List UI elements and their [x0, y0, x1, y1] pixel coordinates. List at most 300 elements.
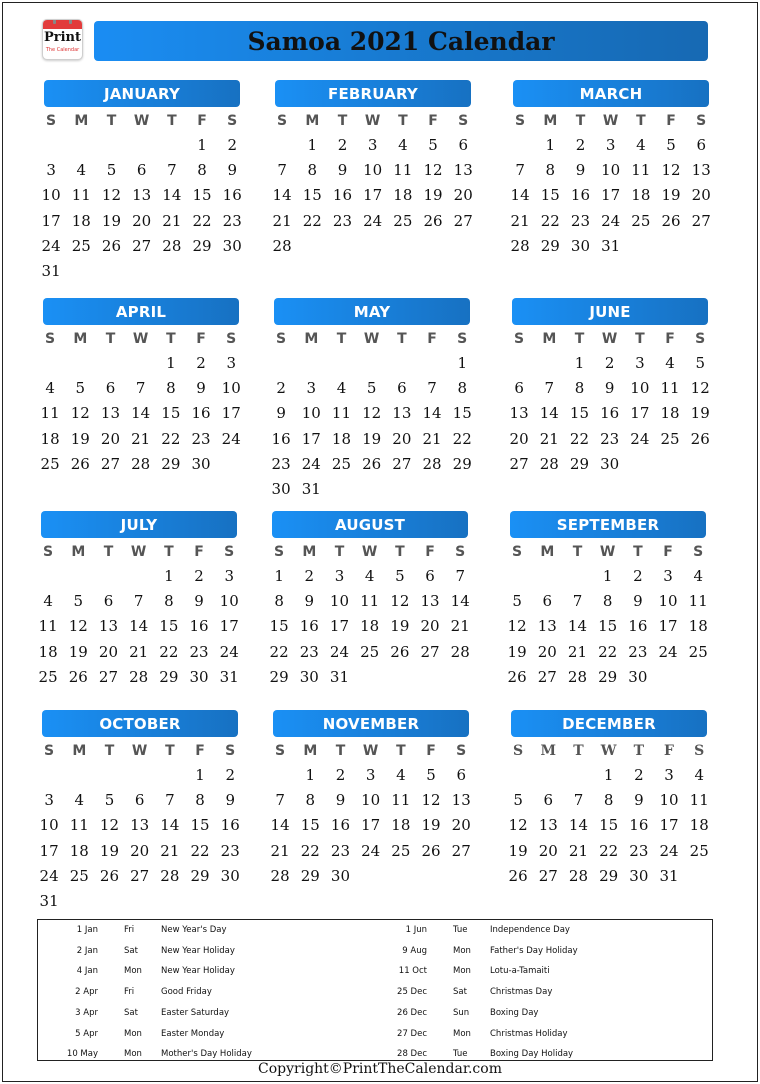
- day-cell: 5: [428, 136, 438, 154]
- day-cell: 17: [361, 816, 381, 835]
- day-cell: 30: [191, 454, 211, 473]
- day-cell: 21: [422, 429, 442, 448]
- day-cell: 24: [630, 429, 650, 448]
- day-cell: 20: [538, 841, 558, 860]
- holiday-date: 27 Dec: [397, 1028, 427, 1039]
- day-cell: 12: [661, 161, 681, 180]
- day-cell: 10: [658, 592, 678, 611]
- weekday-label: S: [276, 331, 287, 347]
- day-cell: 20: [98, 642, 119, 661]
- weekday-label: T: [337, 113, 348, 129]
- weekday-label: S: [274, 544, 285, 560]
- month-grid: [264, 538, 468, 690]
- day-cell: 12: [507, 617, 527, 636]
- holiday-weekday: Mon: [453, 966, 471, 977]
- day-cell: 8: [602, 592, 613, 611]
- weekday-label: M: [71, 544, 86, 560]
- day-cell: 10: [219, 592, 239, 611]
- holiday-weekday: Mon: [124, 1028, 142, 1039]
- day-cell: 26: [99, 866, 120, 885]
- day-cell: 16: [332, 186, 353, 205]
- day-cell: 8: [574, 379, 585, 398]
- holiday-name: Christmas Day: [490, 987, 553, 998]
- day-cell: 24: [39, 866, 59, 885]
- day-cell: 28: [162, 236, 182, 255]
- holiday-weekday: Sat: [124, 945, 138, 956]
- day-cell: 11: [69, 816, 89, 835]
- day-cell: 28: [568, 866, 589, 885]
- day-cell: 28: [539, 454, 559, 473]
- day-cell: 21: [131, 429, 151, 448]
- day-cell: 18: [360, 617, 380, 636]
- holiday-weekday: Fri: [124, 925, 135, 935]
- holiday-weekday: Tue: [453, 1049, 468, 1060]
- day-cell: 17: [221, 404, 241, 423]
- month-grid: [504, 325, 708, 477]
- day-cell: 27: [451, 841, 471, 860]
- day-cell: 13: [130, 816, 150, 835]
- day-cell: 5: [366, 379, 377, 398]
- day-cell: 4: [43, 592, 53, 611]
- day-cell: 24: [659, 841, 679, 860]
- holiday-name: New Year Holiday: [161, 945, 235, 956]
- day-cell: 30: [220, 866, 240, 885]
- day-cell: 18: [688, 617, 708, 636]
- day-cell: 23: [332, 211, 353, 230]
- day-cell: 25: [71, 236, 91, 255]
- month-header: [41, 511, 237, 538]
- day-cell: 1: [197, 136, 207, 154]
- day-cell: 22: [302, 211, 322, 230]
- empty-cell: [562, 564, 592, 589]
- month-name: APRIL: [115, 302, 167, 321]
- day-cell: 9: [196, 379, 206, 398]
- day-cell: 27: [100, 454, 121, 473]
- holiday-name: Mother's Day Holiday: [161, 1049, 252, 1060]
- empty-cell: [124, 564, 154, 589]
- empty-cell: [66, 133, 96, 158]
- empty-cell: [95, 351, 125, 376]
- day-cell: 23: [271, 454, 291, 473]
- day-cell: 20: [392, 429, 412, 448]
- weekday-label: T: [572, 544, 583, 560]
- month-grid: [267, 107, 471, 259]
- day-cell: 9: [634, 791, 644, 810]
- day-cell: 7: [275, 791, 285, 810]
- day-cell: 8: [545, 161, 556, 180]
- day-cell: 1: [602, 567, 613, 585]
- day-cell: 6: [514, 379, 524, 398]
- day-cell: 3: [664, 766, 674, 784]
- day-cell: 4: [665, 354, 675, 372]
- day-cell: 3: [605, 136, 616, 154]
- month-header: [511, 710, 707, 737]
- day-cell: 16: [271, 429, 291, 448]
- day-cell: 2: [276, 379, 286, 398]
- day-cell: 19: [68, 642, 88, 661]
- day-cell: 1: [166, 354, 176, 372]
- day-cell: 3: [334, 567, 345, 585]
- day-cell: 25: [69, 866, 89, 885]
- day-cell: 27: [130, 866, 150, 885]
- empty-cell: [266, 351, 296, 376]
- holiday-row: [393, 1024, 723, 1044]
- weekday-label: S: [694, 743, 705, 759]
- calendar-icon: [43, 20, 82, 29]
- month-name: MARCH: [579, 84, 643, 103]
- day-cell: 19: [390, 617, 410, 636]
- copyright-text: Copyright©PrintTheCalendar.com: [258, 1061, 502, 1077]
- day-cell: 29: [452, 454, 472, 473]
- weekday-label: S: [224, 544, 235, 560]
- weekday-label: F: [426, 743, 436, 759]
- day-cell: 20: [451, 816, 471, 835]
- day-cell: 21: [272, 211, 292, 230]
- day-cell: 6: [542, 592, 553, 611]
- month-name: DECEMBER: [562, 714, 656, 733]
- weekday-label: M: [74, 113, 89, 129]
- day-cell: 7: [165, 791, 175, 810]
- day-cell: 5: [695, 354, 705, 372]
- weekday-label: W: [132, 331, 149, 347]
- holiday-date: 5 Apr: [75, 1028, 98, 1039]
- day-cell: 8: [274, 592, 284, 611]
- empty-cell: [534, 351, 564, 376]
- empty-cell: [265, 763, 295, 788]
- weekday-label: W: [362, 743, 379, 759]
- month-grid: [36, 107, 240, 284]
- month-header: [273, 710, 469, 737]
- day-cell: 4: [74, 791, 85, 810]
- day-cell: 23: [189, 642, 209, 661]
- day-cell: 15: [569, 404, 590, 423]
- month-grid: [34, 737, 238, 914]
- day-cell: 10: [630, 379, 650, 398]
- day-cell: 30: [570, 236, 591, 255]
- holiday-list: [37, 919, 713, 1061]
- day-cell: 3: [663, 567, 673, 585]
- holiday-date: 4 Jan: [76, 966, 98, 977]
- day-cell: 19: [421, 816, 441, 835]
- day-cell: 28: [422, 454, 442, 473]
- weekday-label: T: [396, 743, 406, 759]
- empty-cell: [93, 564, 123, 589]
- holiday-date: 1 Jun: [405, 925, 427, 935]
- day-cell: 21: [450, 617, 470, 636]
- day-cell: 24: [361, 841, 381, 860]
- day-cell: 5: [512, 592, 522, 611]
- day-cell: 15: [598, 617, 618, 636]
- day-cell: 4: [396, 766, 406, 784]
- day-cell: 12: [99, 816, 120, 835]
- day-cell: 19: [70, 429, 90, 448]
- day-cell: 10: [361, 791, 381, 810]
- weekday-label: S: [43, 544, 54, 560]
- day-cell: 17: [39, 841, 59, 860]
- day-cell: 14: [510, 186, 530, 205]
- month-grid: [502, 538, 706, 690]
- day-cell: 11: [40, 404, 60, 423]
- day-cell: 12: [508, 816, 528, 835]
- day-cell: 25: [360, 642, 380, 661]
- weekday-label: S: [275, 743, 286, 759]
- day-cell: 21: [567, 642, 588, 661]
- day-cell: 18: [689, 816, 709, 835]
- weekday-label: T: [106, 113, 117, 129]
- day-cell: 30: [222, 236, 242, 255]
- weekday-label: S: [225, 743, 236, 759]
- day-cell: 31: [329, 667, 350, 686]
- empty-cell: [36, 133, 66, 158]
- day-cell: 25: [393, 211, 413, 230]
- day-cell: 2: [633, 567, 643, 585]
- empty-cell: [125, 763, 155, 788]
- day-cell: 10: [41, 186, 61, 205]
- weekday-label: T: [166, 331, 176, 347]
- day-cell: 16: [299, 617, 319, 636]
- day-cell: 24: [601, 211, 621, 230]
- month-header: [43, 298, 239, 325]
- holiday-date: 2 Apr: [75, 987, 98, 998]
- day-cell: 4: [636, 136, 646, 154]
- weekday-label: T: [334, 544, 345, 560]
- month-december: [508, 710, 709, 889]
- day-cell: 26: [70, 454, 90, 473]
- day-cell: 4: [76, 161, 87, 180]
- day-cell: 30: [299, 667, 319, 686]
- day-cell: 21: [568, 841, 589, 860]
- day-cell: 1: [603, 766, 614, 784]
- weekday-label: M: [73, 331, 88, 347]
- day-cell: 13: [451, 791, 471, 810]
- month-header: [44, 80, 240, 107]
- day-cell: 3: [226, 354, 236, 372]
- holiday-weekday: Mon: [453, 945, 471, 956]
- day-cell: 1: [305, 766, 316, 784]
- day-cell: 17: [363, 186, 383, 205]
- day-cell: 21: [270, 841, 290, 860]
- day-cell: 15: [302, 186, 322, 205]
- day-cell: 30: [271, 479, 291, 498]
- month-january: [41, 80, 242, 284]
- month-header: [275, 80, 471, 107]
- day-cell: 23: [628, 642, 648, 661]
- month-name: AUGUST: [334, 515, 406, 534]
- day-cell: 19: [99, 841, 120, 860]
- holiday-weekday: Mon: [124, 1049, 142, 1060]
- day-cell: 19: [507, 642, 527, 661]
- day-cell: 8: [307, 161, 318, 180]
- holiday-row: [393, 982, 723, 1002]
- weekday-label: T: [574, 331, 585, 347]
- weekday-label: T: [335, 743, 346, 759]
- page-title: Samoa 2021 Calendar: [247, 26, 555, 56]
- day-cell: 27: [538, 866, 558, 885]
- day-cell: 25: [38, 667, 58, 686]
- day-cell: 23: [570, 211, 591, 230]
- month-header: [274, 298, 470, 325]
- day-cell: 6: [696, 136, 706, 154]
- empty-cell: [34, 763, 64, 788]
- day-cell: 2: [604, 354, 615, 372]
- weekday-label: S: [457, 331, 468, 347]
- day-cell: 5: [395, 567, 405, 585]
- day-cell: 4: [693, 567, 703, 585]
- day-cell: 18: [331, 429, 352, 448]
- empty-cell: [417, 351, 447, 376]
- month-name: MAY: [353, 302, 391, 321]
- day-cell: 7: [515, 161, 525, 180]
- weekday-label: W: [131, 743, 148, 759]
- day-cell: 29: [159, 667, 179, 686]
- day-cell: 26: [690, 429, 710, 448]
- day-cell: 12: [101, 186, 122, 205]
- empty-cell: [96, 133, 126, 158]
- holiday-row: [393, 920, 723, 940]
- weekday-label: F: [425, 544, 435, 560]
- weekday-label: W: [130, 544, 147, 560]
- day-cell: 20: [420, 617, 440, 636]
- day-cell: 11: [71, 186, 91, 205]
- day-cell: 9: [304, 592, 315, 611]
- day-cell: 20: [100, 429, 121, 448]
- day-cell: 6: [456, 766, 466, 784]
- day-cell: 10: [221, 379, 241, 398]
- day-cell: 7: [427, 379, 437, 398]
- month-name: OCTOBER: [99, 714, 181, 733]
- day-cell: 24: [329, 642, 350, 661]
- day-cell: 8: [195, 791, 205, 810]
- holiday-date: 28 Dec: [397, 1049, 427, 1060]
- day-cell: 9: [633, 592, 643, 611]
- weekday-label: T: [573, 743, 584, 759]
- day-cell: 3: [44, 791, 54, 810]
- day-cell: 24: [221, 429, 241, 448]
- day-cell: 15: [540, 186, 560, 205]
- day-cell: 16: [330, 816, 351, 835]
- day-cell: 2: [194, 567, 204, 585]
- month-header: [42, 710, 238, 737]
- weekday-label: M: [302, 544, 317, 560]
- empty-cell: [65, 351, 95, 376]
- month-grid: [35, 325, 239, 477]
- day-cell: 13: [509, 404, 529, 423]
- holiday-name: Easter Monday: [161, 1028, 225, 1039]
- day-cell: 31: [601, 236, 621, 255]
- day-cell: 25: [631, 211, 651, 230]
- weekday-label: T: [164, 544, 174, 560]
- day-cell: 1: [164, 567, 174, 585]
- weekday-label: S: [277, 113, 288, 129]
- empty-cell: [505, 133, 535, 158]
- day-cell: 10: [363, 161, 383, 180]
- day-cell: 13: [537, 617, 557, 636]
- day-cell: 27: [98, 667, 119, 686]
- weekday-label: F: [663, 544, 673, 560]
- day-cell: 20: [691, 186, 711, 205]
- day-cell: 11: [689, 791, 709, 810]
- day-cell: 3: [306, 379, 317, 398]
- day-cell: 29: [599, 866, 619, 885]
- month-header: [510, 511, 706, 538]
- day-cell: 23: [222, 211, 242, 230]
- day-cell: 18: [391, 816, 411, 835]
- day-cell: 18: [660, 404, 680, 423]
- day-cell: 11: [688, 592, 708, 611]
- day-cell: 18: [71, 211, 91, 230]
- day-cell: 8: [305, 791, 316, 810]
- day-cell: 5: [73, 592, 84, 611]
- month-name: SEPTEMBER: [556, 515, 660, 534]
- holiday-row: [64, 941, 394, 961]
- day-cell: 15: [192, 186, 212, 205]
- print-the-calendar-logo[interactable]: [42, 19, 83, 60]
- empty-cell: [126, 351, 156, 376]
- empty-cell: [357, 351, 387, 376]
- weekday-label: W: [602, 113, 619, 129]
- day-cell: 10: [601, 161, 621, 180]
- day-cell: 3: [365, 766, 376, 784]
- day-cell: 22: [599, 841, 619, 860]
- day-cell: 5: [513, 791, 523, 810]
- day-cell: 29: [300, 866, 320, 885]
- day-cell: 27: [453, 211, 473, 230]
- day-cell: 28: [129, 667, 149, 686]
- day-cell: 8: [164, 592, 174, 611]
- month-september: [507, 511, 708, 690]
- day-cell: 16: [570, 186, 591, 205]
- logo-subtext: The Calendar: [45, 47, 80, 53]
- day-cell: 16: [191, 404, 211, 423]
- day-cell: 28: [510, 236, 530, 255]
- day-cell: 28: [131, 454, 151, 473]
- month-name: FEBRUARY: [328, 84, 418, 103]
- day-cell: 6: [105, 379, 116, 398]
- month-grid: [33, 538, 237, 690]
- weekday-label: M: [542, 331, 557, 347]
- day-cell: 6: [134, 791, 145, 810]
- day-cell: 26: [423, 211, 443, 230]
- weekday-label: W: [599, 544, 616, 560]
- day-cell: 5: [75, 379, 86, 398]
- day-cell: 7: [572, 592, 583, 611]
- day-cell: 23: [220, 841, 240, 860]
- day-cell: 20: [509, 429, 529, 448]
- weekday-label: S: [44, 743, 55, 759]
- weekday-label: T: [636, 113, 646, 129]
- holiday-weekday: Mon: [124, 966, 142, 977]
- day-cell: 14: [450, 592, 470, 611]
- day-cell: 28: [450, 642, 470, 661]
- day-cell: 16: [222, 186, 242, 205]
- day-cell: 30: [600, 454, 620, 473]
- day-cell: 15: [300, 816, 320, 835]
- empty-cell: [533, 763, 563, 788]
- month-grid: [265, 737, 469, 889]
- day-cell: 15: [269, 617, 289, 636]
- day-cell: 12: [362, 404, 382, 423]
- month-header: [513, 80, 709, 107]
- empty-cell: [296, 351, 326, 376]
- day-cell: 11: [631, 161, 651, 180]
- day-cell: 23: [600, 429, 620, 448]
- empty-cell: [502, 564, 532, 589]
- day-cell: 19: [101, 211, 122, 230]
- holiday-weekday: Sat: [453, 987, 467, 998]
- day-cell: 26: [661, 211, 681, 230]
- day-cell: 20: [130, 841, 150, 860]
- day-cell: 8: [197, 161, 207, 180]
